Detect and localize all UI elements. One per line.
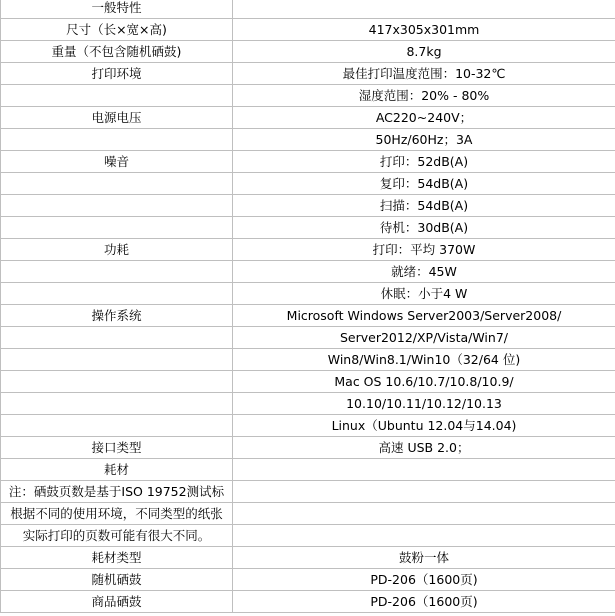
spec-label-cell (1, 195, 233, 217)
table-row (1, 85, 615, 107)
spec-label-cell: 实际打印的页数可能有很大不同。 (1, 525, 233, 547)
spec-value-cell: 417x305x301mm (233, 19, 615, 41)
spec-value-cell: 最佳打印温度范围：10-32℃ (233, 63, 615, 85)
spec-value-cell: 湿度范围：20% - 80% (233, 85, 615, 107)
table-row (1, 173, 615, 195)
table-row (1, 129, 615, 151)
spec-value-cell: 10.10/10.11/10.12/10.13 (233, 393, 615, 415)
spec-label-cell: 根据不同的使用环境，不同类型的纸张 (1, 503, 233, 525)
spec-label-cell (1, 393, 233, 415)
spec-label-cell: 注：硒鼓页数是基于ISO 19752测试标 (1, 481, 233, 503)
spec-label-cell: 一般特性 (1, 0, 233, 19)
spec-value-cell: 扫描：54dB(A) (233, 195, 615, 217)
spec-value-cell: Win8/Win8.1/Win10（32/64 位) (233, 349, 615, 371)
table-row (1, 569, 615, 591)
spec-value-cell: Microsoft Windows Server2003/Server2008/ (233, 305, 615, 327)
table-row (1, 305, 615, 327)
table-row (1, 349, 615, 371)
table-row (1, 19, 615, 41)
spec-label-cell: 耗材 (1, 459, 233, 481)
spec-label-cell: 接口类型 (1, 437, 233, 459)
table-row (1, 437, 615, 459)
spec-label-cell (1, 85, 233, 107)
spec-table-body (1, 0, 615, 613)
table-row (1, 547, 615, 569)
table-row (1, 0, 615, 19)
spec-label-cell: 操作系统 (1, 305, 233, 327)
spec-value-cell: Mac OS 10.6/10.7/10.8/10.9/ (233, 371, 615, 393)
table-row (1, 261, 615, 283)
spec-value-cell: 鼓粉一体 (233, 547, 615, 569)
spec-value-cell: 50Hz/60Hz；3A (233, 129, 615, 151)
spec-label-cell (1, 261, 233, 283)
spec-label-cell: 尺寸（长×宽×高) (1, 19, 233, 41)
spec-value-cell: Server2012/XP/Vista/Win7/ (233, 327, 615, 349)
table-row (1, 415, 615, 437)
spec-label-cell (1, 173, 233, 195)
table-row (1, 63, 615, 85)
spec-value-cell: 8.7kg (233, 41, 615, 63)
table-row (1, 371, 615, 393)
spec-label-cell: 噪音 (1, 151, 233, 173)
spec-value-cell: 高速 USB 2.0； (233, 437, 615, 459)
table-row (1, 525, 615, 547)
spec-label-cell: 重量（不包含随机硒鼓) (1, 41, 233, 63)
spec-value-cell: Linux（Ubuntu 12.04与14.04) (233, 415, 615, 437)
table-row (1, 107, 615, 129)
spec-label-cell: 随机硒鼓 (1, 569, 233, 591)
table-row (1, 481, 615, 503)
spec-value-cell: 休眠：小于4 W (233, 283, 615, 305)
spec-value-cell: AC220~240V； (233, 107, 615, 129)
spec-value-cell: PD-206（1600页) (233, 591, 615, 613)
table-row (1, 459, 615, 481)
spec-value-cell (233, 481, 615, 503)
spec-value-cell: 打印：平均 370W (233, 239, 615, 261)
spec-label-cell (1, 415, 233, 437)
spec-label-cell (1, 129, 233, 151)
table-row (1, 239, 615, 261)
spec-label-cell: 耗材类型 (1, 547, 233, 569)
table-row (1, 195, 615, 217)
spec-value-cell: PD-206（1600页) (233, 569, 615, 591)
spec-value-cell (233, 525, 615, 547)
spec-label-cell (1, 283, 233, 305)
spec-label-cell (1, 349, 233, 371)
table-row (1, 503, 615, 525)
spec-value-cell (233, 503, 615, 525)
table-row (1, 283, 615, 305)
table-row (1, 217, 615, 239)
table-row (1, 41, 615, 63)
table-row (1, 591, 615, 613)
spec-label-cell: 商品硒鼓 (1, 591, 233, 613)
spec-value-cell: 复印：54dB(A) (233, 173, 615, 195)
spec-label-cell (1, 217, 233, 239)
spec-label-cell (1, 327, 233, 349)
spec-value-cell: 待机：30dB(A) (233, 217, 615, 239)
spec-label-cell: 打印环境 (1, 63, 233, 85)
spec-value-cell (233, 459, 615, 481)
table-row (1, 327, 615, 349)
spec-label-cell (1, 371, 233, 393)
spec-value-cell: 就绪：45W (233, 261, 615, 283)
spec-label-cell: 功耗 (1, 239, 233, 261)
spec-value-cell (233, 0, 615, 19)
spec-value-cell: 打印：52dB(A) (233, 151, 615, 173)
table-row (1, 393, 615, 415)
spec-label-cell: 电源电压 (1, 107, 233, 129)
table-row (1, 151, 615, 173)
